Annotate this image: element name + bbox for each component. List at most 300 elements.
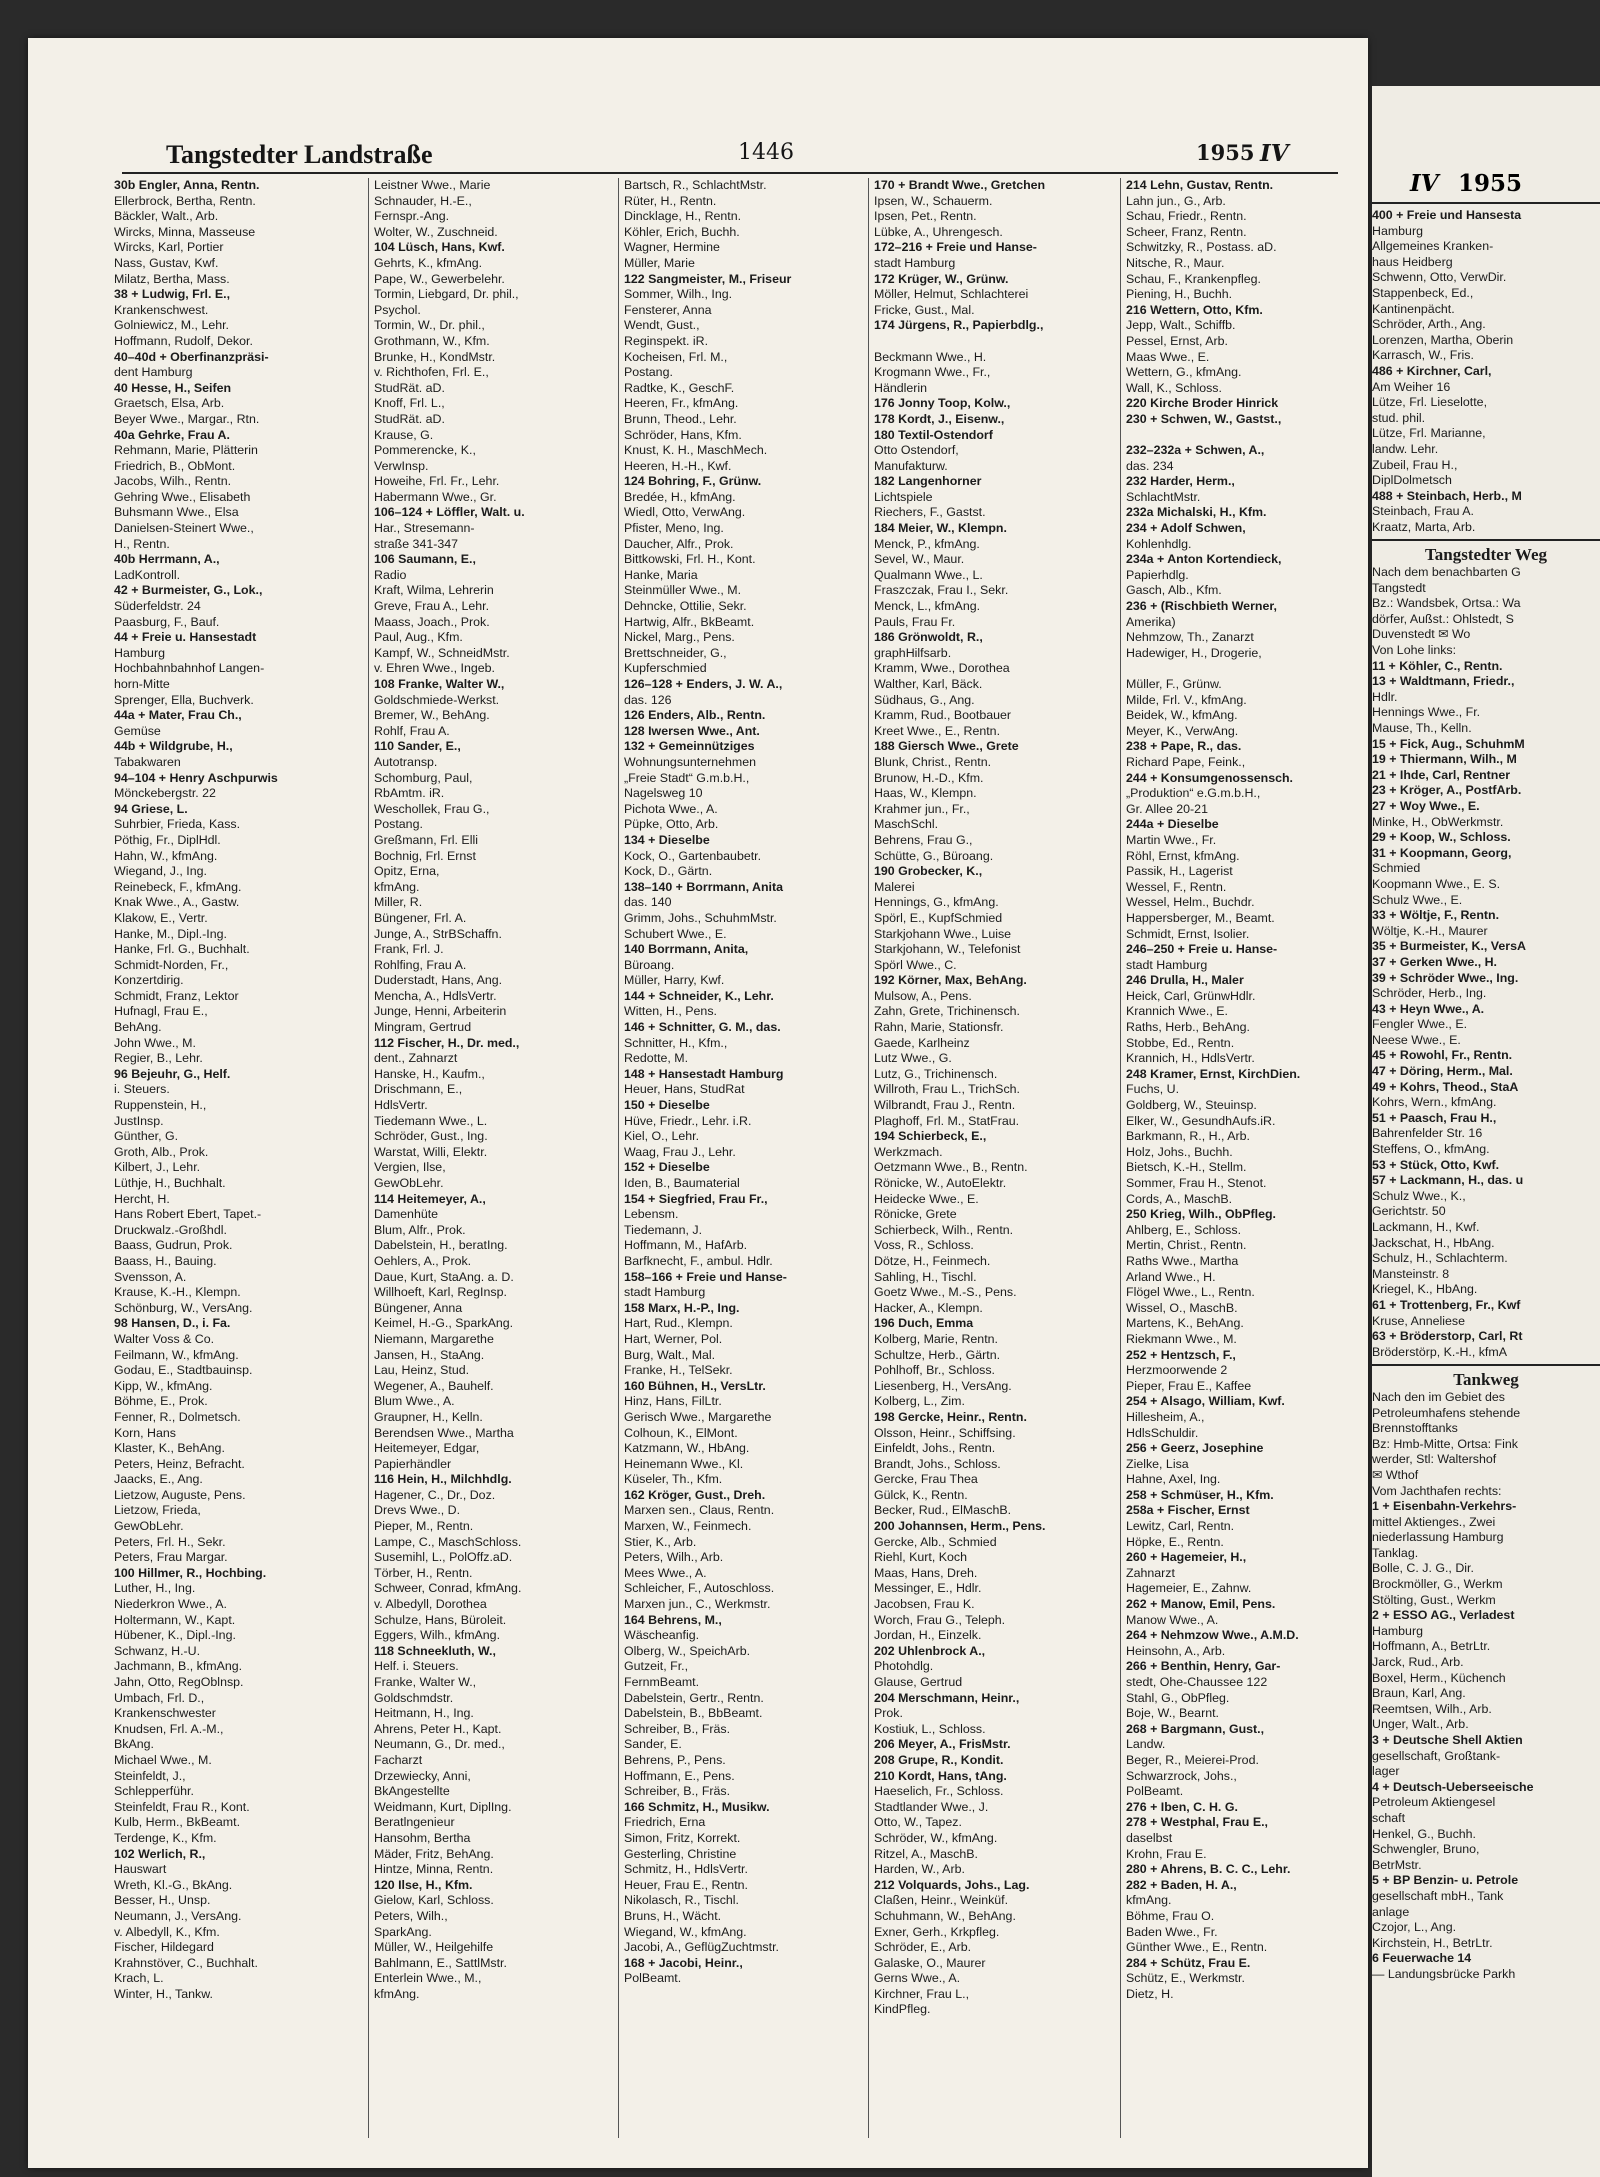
directory-entry: Simon, Fritz, Korrekt. (624, 1830, 741, 1845)
directory-entry: Sahling, H., Tischl. (874, 1269, 977, 1284)
directory-entry: Einfeldt, Johs., Rentn. (874, 1441, 996, 1456)
directory-entry: stud. phil. (1372, 410, 1426, 425)
directory-entry: Hamburg (1372, 223, 1423, 238)
directory-entry: 232 Harder, Herm., (1126, 474, 1235, 489)
directory-entry: 262 + Manow, Emil, Pens. (1126, 1597, 1276, 1612)
directory-entry: 1 + Eisenbahn-Verkehrs- (1372, 1499, 1517, 1514)
directory-entry: Beratlngenieur (374, 1815, 455, 1830)
directory-entry: Pichota Wwe., A. (624, 801, 718, 816)
directory-entry: Habermann Wwe., Gr. (374, 489, 497, 504)
directory-entry: FernmBeamt. (624, 1675, 700, 1689)
directory-entry: Goetz Wwe., M.-S., Pens. (874, 1285, 1017, 1300)
directory-entry: Vom Jachthafen rechts: (1372, 1483, 1502, 1498)
directory-entry: Katzmann, W., HbAng. (624, 1441, 750, 1456)
directory-entry: Boje, W., Bearnt. (1126, 1706, 1219, 1721)
directory-entry: Hillesheim, A., (1126, 1409, 1205, 1424)
directory-entry: Exner, Gerh., Krkpfleg. (874, 1924, 1000, 1939)
directory-entry: Bahrenfelder Str. 16 (1372, 1126, 1483, 1141)
directory-entry: Lütze, Frl. Marianne, (1372, 426, 1486, 441)
directory-entry: 53 + Stück, Otto, Kwf. (1372, 1157, 1500, 1172)
directory-entry: Goldberg, W., Steuinsp. (1126, 1098, 1257, 1113)
directory-entry: Mencha, A., HdlsVertr. (374, 988, 497, 1003)
directory-entry: Müller, Harry, Kwf. (624, 973, 725, 988)
directory-entry: Prok. (874, 1706, 903, 1721)
directory-entry: 120 Ilse, H., Kfm. (374, 1877, 473, 1892)
directory-entry: Greßmann, Frl. Elli (374, 832, 478, 847)
directory-entry: „Produktion“ e.G.m.b.H., (1126, 786, 1261, 801)
directory-entry: Stölting, Gust., Werkm (1372, 1592, 1496, 1607)
directory-entry: Schultze, Herb., Gärtn. (874, 1347, 1001, 1362)
directory-entry: Drzewiecky, Anni, (374, 1768, 471, 1783)
directory-entry: Kipp, W., kfmAng. (114, 1378, 213, 1393)
directory-entry: 246–250 + Freie u. Hanse- (1126, 942, 1278, 957)
directory-entry: Schmied (1372, 861, 1421, 876)
directory-entry: Hanke, M., Dipl.-Ing. (114, 926, 227, 941)
directory-entry: Riekmann Wwe., M. (1126, 1331, 1237, 1346)
directory-entry: Bahlmann, E., SattlMstr. (374, 1955, 507, 1970)
directory-entry: Unger, Walt., Arb. (1372, 1717, 1469, 1732)
directory-entry: Walther, Karl, Bäck. (874, 677, 983, 691)
directory-entry: 108 Franke, Walter W., (374, 677, 505, 691)
directory-entry: 212 Volquards, Johs., Lag. (874, 1877, 1030, 1892)
directory-entry: 174 Jürgens, R., Papierbdlg., (874, 318, 1044, 333)
directory-entry: Brunn, Theod., Lehr. (624, 411, 737, 426)
directory-entry: Sevel, W., Maur. (874, 552, 965, 567)
directory-entry: Nass, Gustav, Kwf. (114, 255, 219, 270)
directory-entry: Knoff, Frl. L., (374, 396, 445, 411)
directory-entry: Minke, H., ObWerkmstr. (1372, 814, 1504, 829)
directory-entry: Brettschneider, G., (624, 645, 727, 660)
directory-entry: Leistner Wwe., Marie (374, 178, 491, 192)
directory-entry: Tabakwaren (114, 754, 181, 769)
directory-entry: Gasch, Alb., Kfm. (1126, 583, 1222, 598)
directory-entry: 170 + Brandt Wwe., Gretchen (874, 178, 1046, 192)
directory-entry: Dincklage, H., Rentn. (624, 209, 742, 224)
directory-entry: Kampf, W., SchneidMstr. (374, 645, 510, 660)
directory-entry: Schulz Wwe., E. (1372, 892, 1463, 907)
directory-entry: Heinsohn, A., Arb. (1126, 1643, 1226, 1658)
directory-entry: Hagener, C., Dr., Doz. (374, 1487, 496, 1502)
directory-entry: Kruse, Anneliese (1372, 1313, 1465, 1328)
directory-entry: 44 + Freie u. Hansestadt (114, 630, 257, 645)
volume-label: IV (1260, 140, 1289, 167)
directory-entry: Starkjohann, W., Telefonist (874, 942, 1021, 957)
directory-entry: Wreth, Kl.-G., BkAng. (114, 1877, 233, 1892)
directory-entry: Ruppenstein, H., (114, 1098, 207, 1113)
directory-entry: Bredée, H., kfmAng. (624, 489, 736, 504)
directory-entry: 148 + Hansestadt Hamburg (624, 1066, 784, 1081)
directory-entry: Ellerbrock, Bertha, Rentn. (114, 193, 256, 208)
directory-entry: Lampe, C., MaschSchloss. (374, 1534, 522, 1549)
directory-entry: Rüter, H., Rentn. (624, 193, 717, 208)
directory-entry: Dabelstein, H., beratIng. (374, 1238, 508, 1253)
directory-entry: Drischmann, E., (374, 1082, 463, 1097)
directory-entry: 23 + Kröger, A., PostfArb. (1372, 783, 1522, 798)
directory-entry: 244 + Konsumgenossensch. (1126, 770, 1293, 785)
directory-entry: Wiedl, Otto, VerwAng. (624, 505, 746, 520)
directory-entry: Nehmzow, Th., Zanarzt (1126, 630, 1254, 645)
directory-entry: 63 + Bröderstorp, Carl, Rt (1372, 1329, 1523, 1344)
directory-entry: Paul, Aug., Kfm. (374, 630, 463, 645)
directory-entry: Gaede, Karlheinz (874, 1035, 970, 1050)
directory-entry: Schnitter, H., Kfm., (624, 1035, 728, 1050)
directory-entry: Büroang. (624, 957, 675, 972)
directory-entry: 184 Meier, W., Klempn. (874, 521, 1007, 536)
directory-entry: Pfister, Meno, Ing. (624, 521, 724, 536)
directory-entry: Iden, B., Baumaterial (624, 1176, 740, 1190)
directory-entry: Krogmann Wwe., Fr., (874, 365, 991, 380)
directory-column-2 (374, 178, 614, 2138)
directory-entry (1126, 428, 1362, 444)
directory-entry: Mertin, Christ., Rentn. (1126, 1238, 1247, 1253)
directory-entry: Fensterer, Anna (624, 302, 712, 317)
directory-entry: Bochnig, Frl. Ernst (374, 848, 476, 863)
directory-entry: Schreiber, B., Fräs. (624, 1784, 731, 1799)
directory-entry: Brunow, H.-D., Kfm. (874, 770, 984, 785)
directory-entry: Messinger, E., Hdlr. (874, 1581, 982, 1596)
directory-entry: Schwanz, H.-U. (114, 1643, 201, 1658)
section-title-tankweg: Tankweg (1372, 1364, 1600, 1388)
directory-entry: Otto, W., Tapez. (874, 1815, 962, 1830)
directory-entry: 236 + (Rischbieth Werner, (1126, 599, 1277, 614)
directory-entry: 180 Textil-Ostendorf (874, 427, 993, 442)
directory-entry: Wircks, Karl, Portier (114, 240, 224, 255)
directory-entry: 166 Schmitz, H., Musikw. (624, 1799, 770, 1814)
directory-entry: Franke, Walter W., (374, 1675, 477, 1689)
directory-column-5 (1126, 178, 1362, 2138)
column-divider (368, 178, 369, 2138)
directory-entry: 102 Werlich, R., (114, 1846, 206, 1861)
directory-entry: 276 + Iben, C. H. G. (1126, 1799, 1238, 1814)
directory-entry: Danielsen-Steinert Wwe., (114, 521, 254, 536)
directory-entry: Beyer Wwe., Margar., Rtn. (114, 411, 260, 426)
directory-entry: Hans Robert Ebert, Tapet.- (114, 1207, 262, 1222)
directory-entry: Pommerencke, K., (374, 443, 476, 458)
directory-entry: 198 Gercke, Heinr., Rentn. (874, 1409, 1027, 1424)
directory-entry: Händlerin (874, 380, 928, 395)
directory-entry: Röhl, Ernst, kfmAng. (1126, 848, 1240, 863)
directory-entry: 104 Lüsch, Hans, Kwf. (374, 240, 505, 255)
directory-entry: Brunke, H., KondMstr. (374, 349, 496, 364)
directory-entry: 51 + Paasch, Frau H., (1372, 1110, 1497, 1125)
directory-entry: Zahn, Grete, Trichinensch. (874, 1004, 1021, 1019)
directory-entry: Hoffmann, E., Pens. (624, 1768, 735, 1783)
directory-entry: Wolter, W., Zuschneid. (374, 224, 498, 239)
directory-entry: 44a + Mater, Frau Ch., (114, 708, 242, 723)
directory-entry: Schuhmann, W., BehAng. (874, 1908, 1016, 1923)
directory-entry: Tormin, W., Dr. phil., (374, 318, 485, 333)
directory-entry: 122 Sangmeister, M., Friseur (624, 271, 792, 286)
directory-entry: Willhoeft, Karl, RegInsp. (374, 1285, 507, 1300)
directory-entry: Papierhdlg. (1126, 567, 1189, 582)
directory-entry: Rohlf, Frau A. (374, 723, 450, 738)
directory-entry: DiplDolmetsch (1372, 473, 1452, 488)
directory-entry: anlage (1372, 1904, 1410, 1919)
directory-entry: Boxel, Herm., Küchench (1372, 1670, 1506, 1685)
directory-entry: Stappenbeck, Ed., (1372, 285, 1474, 300)
directory-entry: Hauswart (114, 1862, 167, 1877)
directory-entry: 118 Schneekluth, W., (374, 1643, 496, 1658)
directory-entry: Steinfeldt, Frau R., Kont. (114, 1799, 250, 1814)
directory-entry: Stadtlander Wwe., J. (874, 1799, 989, 1814)
directory-entry: 258 + Schmüser, H., Kfm. (1126, 1487, 1274, 1502)
directory-entry: Heitmann, H., Ing. (374, 1706, 474, 1721)
directory-entry: Heick, Carl, GrünwHdlr. (1126, 988, 1256, 1003)
directory-entry: Grothmann, W., Kfm. (374, 333, 490, 348)
directory-entry: Kolberg, Marie, Rentn. (874, 1331, 998, 1346)
directory-entry: Druckwalz.-Großhdl. (114, 1222, 227, 1237)
directory-entry: Beidek, W., kfmAng. (1126, 708, 1238, 723)
directory-entry: Peters, Wilh., (374, 1908, 448, 1923)
directory-entry: Miller, R. (374, 895, 423, 910)
directory-entry: Tormin, Liebgard, Dr. phil., (374, 287, 519, 302)
directory-entry: Fenner, R., Dolmetsch. (114, 1409, 241, 1424)
directory-entry: Gerns Wwe., A. (874, 1971, 961, 1986)
directory-entry: Feilmann, W., kfmAng. (114, 1347, 239, 1362)
directory-entry: Schwenn, Otto, VerwDir. (1372, 270, 1507, 285)
directory-entry: Sander, E. (624, 1737, 682, 1752)
directory-entry: Hanke, Maria (624, 567, 698, 582)
directory-entry: Karrasch, W., Fris. (1372, 348, 1474, 363)
directory-entry: Fernspr.-Ang. (374, 209, 450, 224)
directory-entry: Fischer, Hildegard (114, 1940, 214, 1955)
directory-entry: Kock, D., Gärtn. (624, 864, 713, 879)
directory-entry: Herzmoorwende 2 (1126, 1363, 1228, 1378)
directory-entry: 21 + Ihde, Carl, Rentner (1372, 767, 1511, 782)
directory-entry: Frank, Frl. J. (374, 942, 444, 957)
directory-entry: Hoffmann, A., BetrLtr. (1372, 1639, 1491, 1654)
directory-entry: Sommer, Frau H., Stenot. (1126, 1176, 1267, 1190)
directory-entry: Lorenzen, Martha, Oberin (1372, 332, 1514, 347)
directory-entry: lager (1372, 1764, 1400, 1779)
directory-entry: 40b Herrmann, A., (114, 552, 220, 567)
directory-entry: Maas Wwe., E. (1126, 349, 1210, 364)
directory-entry: 158 Marx, H.-P., Ing. (624, 1300, 740, 1315)
directory-entry: Voss, R., Schloss. (874, 1238, 974, 1253)
directory-entry: Behrens, Frau G., (874, 832, 973, 847)
directory-entry: 250 Krieg, Wilh., ObPfleg. (1126, 1207, 1276, 1222)
directory-entry: 138–140 + Borrmann, Anita (624, 879, 783, 894)
directory-entry: Martens, K., BehAng. (1126, 1316, 1244, 1331)
directory-entry: Mees Wwe., A. (624, 1565, 707, 1580)
directory-entry: 106 Saumann, E., (374, 552, 476, 567)
directory-column-3 (624, 178, 864, 2138)
directory-entry: das. 126 (624, 692, 672, 707)
directory-entry: Wiegand, J., Ing. (114, 864, 207, 879)
directory-entry: Scheer, Franz, Rentn. (1126, 224, 1247, 239)
directory-entry: Wettern, G., kfmAng. (1126, 365, 1242, 380)
directory-entry: Menck, L., kfmAng. (874, 599, 981, 614)
directory-entry: Rönicke, W., AutoElektr. (874, 1176, 1007, 1190)
directory-entry: 31 + Koopmann, Georg, (1372, 845, 1512, 860)
directory-entry: Schnauder, H.-E., (374, 193, 472, 208)
directory-entry: Raths, Herb., BehAng. (1126, 1020, 1250, 1035)
directory-entry: Manufakturw. (874, 458, 948, 473)
directory-entry: Tiedemann, J. (624, 1222, 703, 1237)
directory-entry: Jarck, Rud., Arb. (1372, 1655, 1464, 1670)
directory-entry: Krannich Wwe., E. (1126, 1004, 1228, 1019)
directory-entry: graphHilfsarb. (874, 645, 952, 660)
directory-entry: Schröder, W., kfmAng. (874, 1830, 998, 1845)
directory-entry: Müller, Marie (624, 255, 695, 270)
directory-entry: Gr. Allee 20-21 (1126, 801, 1208, 816)
directory-entry: Pöthig, Fr., DiplHdl. (114, 832, 221, 847)
directory-entry: Krankenschwester (114, 1706, 216, 1721)
directory-entry: horn-Mitte (114, 677, 170, 691)
directory-entry: Hübener, K., Dipl.-Ing. (114, 1628, 236, 1643)
directory-entry: 260 + Hagemeier, H., (1126, 1550, 1247, 1565)
directory-entry: 254 + Alsago, William, Kwf. (1126, 1394, 1285, 1409)
directory-entry: Stier, K., Arb. (624, 1534, 697, 1549)
directory-entry: 190 Grobecker, K., (874, 864, 983, 879)
directory-entry: 146 + Schnitter, G. M., das. (624, 1020, 781, 1035)
directory-entry: Godau, E., Stadtbauinsp. (114, 1363, 253, 1378)
directory-entry: Schulz Wwe., K., (1372, 1188, 1466, 1203)
directory-entry: dent Hamburg (114, 365, 193, 380)
directory-entry: Gercke, Frau Thea (874, 1472, 978, 1487)
directory-entry: 132 + Gemeinnütziges (624, 739, 755, 754)
directory-entry: JustInsp. (114, 1113, 164, 1128)
directory-entry: Küseler, Th., Kfm. (624, 1472, 723, 1487)
directory-entry: Henkel, G., Buchh. (1372, 1826, 1476, 1841)
directory-entry: 204 Merschmann, Heinr., (874, 1690, 1020, 1705)
directory-entry: Günther, G. (114, 1129, 179, 1144)
directory-entry: 252 + Hentzsch, F., (1126, 1347, 1236, 1362)
directory-entry: Klakow, E., Vertr. (114, 910, 208, 925)
directory-entry: Passik, H., Lagerist (1126, 864, 1233, 879)
directory-entry: Fengler Wwe., E. (1372, 1017, 1468, 1032)
directory-entry: Zubeil, Frau H., (1372, 457, 1458, 472)
directory-entry: 40 Hesse, H., Seifen (114, 380, 232, 395)
directory-entry: v. Albedyll, Dorothea (374, 1597, 487, 1612)
directory-entry: Höpke, E., Rentn. (1126, 1534, 1224, 1549)
directory-entry: das. 140 (624, 895, 672, 910)
directory-entry: Spörl, E., KupfSchmied (874, 910, 1003, 925)
directory-entry: Müller, F., Grünw. (1126, 677, 1222, 691)
directory-entry: 126–128 + Enders, J. W. A., (624, 677, 783, 691)
directory-entry: Jacobs, Wilh., Rentn. (114, 474, 232, 489)
directory-entry: 116 Hein, H., Milchhdlg. (374, 1472, 512, 1487)
directory-entry: Heuer, Frau E., Rentn. (624, 1877, 748, 1892)
directory-entry: 126 Enders, Alb., Rentn. (624, 708, 766, 723)
directory-entry: 246 Drulla, H., Maler (1126, 973, 1244, 988)
directory-entry: Claßen, Heinr., Weinküf. (874, 1893, 1009, 1908)
directory-entry: 134 + Dieselbe (624, 832, 710, 847)
directory-entry: 100 Hillmer, R., Hochbing. (114, 1565, 267, 1580)
directory-entry: Autotransp. (374, 754, 438, 769)
directory-entry: John Wwe., M. (114, 1035, 196, 1050)
directory-entry: Hdlr. (1372, 689, 1398, 704)
directory-entry: Kirchner, Frau L., (874, 1986, 970, 2001)
directory-entry: Allgemeines Kranken- (1372, 239, 1494, 254)
year-label-right: 1955 (1458, 170, 1523, 197)
directory-entry: HdlsVertr. (374, 1098, 428, 1113)
directory-entry: H., Rentn. (114, 536, 170, 551)
directory-entry: Susemihl, L., PolOffz.aD. (374, 1550, 513, 1565)
directory-entry: Steinfeldt, J., (114, 1768, 186, 1783)
directory-entry: Wall, K., Schloss. (1126, 380, 1222, 395)
directory-entry: 284 + Schütz, Frau E. (1126, 1955, 1251, 1970)
directory-entry: daselbst (1126, 1830, 1173, 1845)
directory-entry: Reinebeck, F., kfmAng. (114, 879, 242, 894)
directory-entry: Mause, Th., Kelln. (1372, 721, 1472, 735)
directory-entry: Arland Wwe., H. (1126, 1269, 1216, 1284)
directory-entry: Tiedemann Wwe., L. (374, 1113, 488, 1128)
directory-entry: 4 + Deutsch-Ueberseeische (1372, 1779, 1534, 1794)
directory-entry: 35 + Burmeister, K., VersA (1372, 939, 1526, 954)
directory-entry: Paasburg, F., Bauf. (114, 614, 220, 629)
directory-entry: Peters, Heinz, Befracht. (114, 1456, 245, 1471)
directory-entry: Plaghoff, Frl. M., StatFrau. (874, 1113, 1020, 1128)
directory-entry: Bartsch, R., SchlachtMstr. (624, 178, 767, 192)
directory-entry: Jordan, H., Einzelk. (874, 1628, 982, 1643)
directory-entry: Zielke, Lisa (1126, 1456, 1189, 1471)
directory-entry: Steinbach, Frau A. (1372, 504, 1474, 519)
directory-entry: Hennings Wwe., Fr. (1372, 705, 1481, 720)
directory-entry: Wendt, Gust., (624, 318, 700, 333)
directory-entry: 40–40d + Oberfinanzpräsi- (114, 349, 269, 364)
column-divider (868, 178, 869, 2138)
directory-entry: Keimel, H.-G., SparkAng. (374, 1316, 514, 1331)
directory-entry: Landw. (1126, 1737, 1166, 1752)
directory-entry: Schmidt-Norden, Fr., (114, 957, 229, 972)
directory-entry: Duderstadt, Hans, Ang. (374, 973, 503, 988)
directory-entry: 248 Kramer, Ernst, KirchDien. (1126, 1066, 1301, 1081)
directory-entry: Stobbe, Ed., Rentn. (1126, 1035, 1235, 1050)
directory-entry: 38 + Ludwig, Frl. E., (114, 287, 231, 302)
directory-entry: 5 + BP Benzin- u. Petrole (1372, 1873, 1519, 1888)
directory-entry: Kiel, O., Lehr. (624, 1129, 700, 1144)
directory-entry: Schau, Friedr., Rentn. (1126, 209, 1247, 224)
directory-entry: Wagner, Hermine (624, 240, 720, 255)
directory-entry: Richard Pape, Feink., (1126, 754, 1246, 769)
directory-entry: das. 234 (1126, 458, 1174, 473)
directory-entry: 280 + Ahrens, B. C. C., Lehr. (1126, 1862, 1291, 1877)
directory-entry: 400 + Freie und Hansesta (1372, 208, 1522, 222)
directory-entry: Enterlein Wwe., M., (374, 1971, 482, 1986)
directory-entry: Schmidt, Franz, Lektor (114, 988, 239, 1003)
directory-entry: Hansohm, Bertha (374, 1830, 471, 1845)
directory-entry: Püpke, Otto, Arb. (624, 817, 719, 832)
header-rule-right (1372, 202, 1600, 204)
directory-entry: Olberg, W., SpeichArb. (624, 1643, 751, 1658)
directory-entry: 256 + Geerz, Josephine (1126, 1441, 1264, 1456)
directory-entry: Hart, Rud., Klempn. (624, 1316, 733, 1331)
directory-entry: Qualmann Wwe., L. (874, 567, 983, 582)
directory-entry: Liesenberg, H., VersAng. (874, 1378, 1012, 1393)
directory-entry: Colhoun, K., ElMont. (624, 1425, 738, 1440)
directory-entry: 29 + Koop, W., Schloss. (1372, 830, 1511, 845)
directory-entry: Hadewiger, H., Drogerie, (1126, 645, 1262, 660)
directory-entry: Knust, K. H., MaschMech. (624, 443, 768, 458)
header-rule (122, 172, 1338, 174)
directory-entry: Schomburg, Paul, (374, 770, 473, 785)
directory-entry: Jacobi, A., GeflügZuchtmstr. (624, 1940, 779, 1955)
directory-entry: 232a Michalski, H., Kfm. (1126, 505, 1267, 520)
directory-entry: Olsson, Heinr., Schiffsing. (874, 1425, 1016, 1440)
directory-entry: Beger, R., Meierei-Prod. (1126, 1752, 1259, 1767)
directory-entry: 2 + ESSO AG., Verladest (1372, 1608, 1515, 1623)
directory-entry: Har., Stresemann- (374, 521, 475, 536)
directory-entry: Facharzt (374, 1752, 423, 1767)
directory-entry: Schwitzky, R., Postass. aD. (1126, 240, 1277, 255)
directory-entry: 140 Borrmann, Anita, (624, 942, 749, 957)
directory-entry: 15 + Fick, Aug., SchuhmM (1372, 736, 1525, 751)
directory-entry: schaft (1372, 1810, 1406, 1825)
directory-entry: Happersberger, M., Beamt. (1126, 910, 1275, 925)
directory-entry: 206 Meyer, A., FrisMstr. (874, 1737, 1011, 1752)
directory-entry: Tangstedt (1372, 580, 1426, 595)
